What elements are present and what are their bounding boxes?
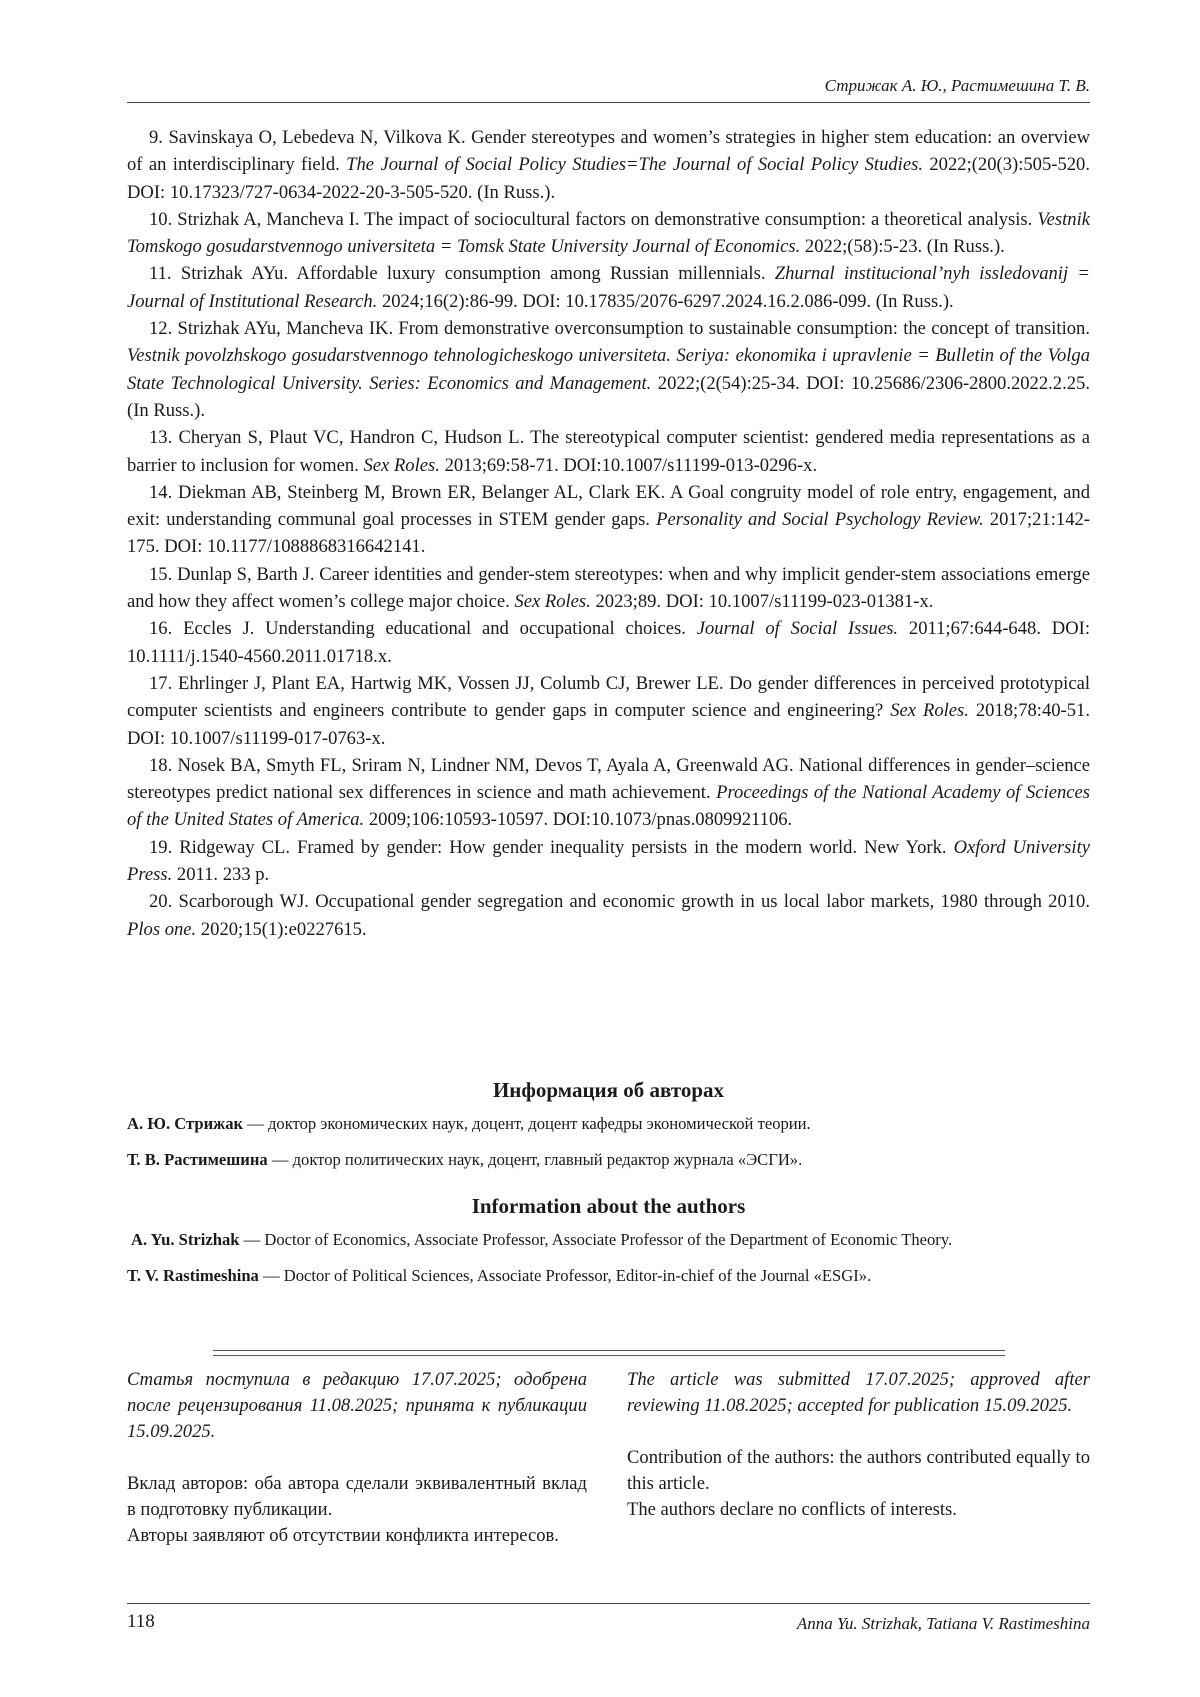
reference-text: Nosek BA, Smyth FL, Sriram N, Lindner NM, Devos T, Ayala A, Greenwald AG. National differences in gender–science stereotypes predict national sex differences in science and math achievement.: [127, 754, 1090, 804]
reference-source: Sex Roles.: [363, 454, 440, 476]
authors-en-title: Information about the authors: [471, 1194, 746, 1218]
authors-ru-title: Информация об авторах: [492, 1078, 725, 1102]
author-2-ru: [127, 1147, 1090, 1173]
author-2-en-desc: — Doctor of Political Sciences, Associate Professor, Editor-in-chief of the Journal «ESGI».: [258, 1266, 872, 1285]
reference-details: 2018;78:40-51. DOI: 10.1007/s11199-017-0763-x.: [127, 700, 1090, 749]
reference-number: 19.: [149, 836, 173, 858]
reference-number: 10.: [149, 208, 173, 230]
reference-details: 2022;(20(3):505-520. DOI: 10.17323/727-0634-2022-20-3-505-520. (In Russ.).: [127, 154, 1090, 203]
authors-info-en: [127, 1193, 1090, 1289]
reference-list: [127, 124, 1090, 943]
reference-item: [127, 424, 1090, 479]
footer-authors: Anna Yu. Strizhak, Tatiana V. Rastimeshina: [796, 1614, 1090, 1633]
reference-text: Diekman AB, Steinberg M, Brown ER, Belanger AL, Clark EK. A Goal congruity model of role entry, engagement, and exit: understanding communal goal processes in STEM gender gaps.: [127, 481, 1090, 531]
reference-item: [127, 206, 1090, 261]
reference-item: [127, 260, 1090, 315]
reference-text: Cheryan S, Plaut VC, Handron C, Hudson L. The stereotypical computer scientist: gendered media representations as a barrier to inclusion for women.: [127, 427, 1090, 476]
author-2-en: [127, 1263, 1090, 1289]
reference-number: 15.: [149, 563, 173, 585]
reference-details: 2011. 233 p.: [172, 864, 270, 886]
header-rule: [127, 102, 1090, 103]
reference-number: 11.: [149, 263, 172, 285]
reference-details: 2023;89. DOI: 10.1007/s11199-023-01381-x.: [590, 591, 934, 613]
reference-item: [127, 124, 1090, 206]
reference-source: Vestnik Tomskogo gosudarstvennogo universiteta = Tomsk State University Journal of Economics.: [127, 208, 1090, 258]
reference-text: Savinskaya O, Lebedeva N, Vilkova K. Gender stereotypes and women’s strategies in higher stem education: an overview of an interdisciplinary field.: [127, 127, 1090, 176]
reference-details: 2022;(58):5-23. (In Russ.).: [800, 236, 1005, 258]
reference-text: Scarborough WJ. Occupational gender segregation and economic growth in us local labor markets, 1980 through 2010.: [178, 891, 1090, 913]
article-meta-ru: [127, 1367, 587, 1549]
reference-details: 2017;21:142-175. DOI: 10.1177/1088868316642141.: [127, 509, 1090, 558]
reference-item: [127, 315, 1090, 424]
author-2-en-name: T. V. Rastimeshina: [127, 1266, 259, 1285]
reference-details: 2020;15(1):e0227615.: [196, 918, 367, 940]
contribution-en: Contribution of the authors: the authors contributed equally to this article.: [627, 1447, 1090, 1494]
author-1-en-desc: — Doctor of Economics, Associate Professor, Associate Professor of the Department of Economic Theory.: [239, 1230, 953, 1249]
conflict-en: The authors declare no conflicts of interests.: [627, 1499, 957, 1520]
reference-number: 13.: [149, 427, 173, 449]
reference-source: Oxford University Press.: [127, 836, 1091, 886]
dates-en: The article was submitted 17.07.2025; approved after reviewing 11.08.2025; accepted for publication 15.09.2025.: [627, 1369, 1090, 1416]
author-1-ru-name: А. Ю. Стрижак: [127, 1114, 244, 1133]
reference-number: 9.: [149, 127, 163, 148]
conflict-ru: Авторы заявляют об отсутствии конфликта интересов.: [127, 1525, 559, 1546]
reference-number: 14.: [149, 481, 173, 503]
author-1-en: [127, 1227, 1090, 1253]
author-2-ru-desc: — доктор политических наук, доцент, главный редактор журнала «ЭСГИ».: [267, 1150, 803, 1169]
reference-source: Zhurnal institucional’nyh issledovanij = Journal of Institutional Research.: [127, 263, 1090, 312]
author-1-ru: [127, 1111, 1090, 1137]
reference-text: Strizhak AYu. Affordable luxury consumption among Russian millennials.: [180, 263, 775, 285]
reference-text: Ridgeway CL. Framed by gender: How gender inequality persists in the modern world. New York.: [179, 836, 954, 858]
reference-source: Sex Roles.: [514, 591, 591, 613]
reference-item: [127, 479, 1090, 561]
reference-source: Vestnik povolzhskogo gosudarstvennogo tehnologicheskogo universiteta. Seriya: ekonomika i upravlenie = Bulletin of the Volga State Technological University. Series: Economics and Management.: [127, 345, 1090, 394]
reference-text: Eccles J. Understanding educational and occupational choices.: [183, 618, 697, 640]
reference-source: Journal of Social Issues.: [696, 618, 899, 640]
reference-item: [127, 752, 1090, 834]
reference-source: Plos one.: [127, 918, 197, 940]
reference-source: The Journal of Social Policy Studies=The Journal of Social Policy Studies.: [346, 154, 923, 176]
reference-details: 2022;(2(54):25-34. DOI: 10.25686/2306-2800.2022.2.25. (In Russ.).: [127, 372, 1090, 421]
reference-details: 2011;67:644-648. DOI: 10.1111/j.1540-4560.2011.01718.x.: [127, 618, 1091, 667]
reference-number: 16.: [149, 618, 173, 640]
reference-details: 2013;69:58-71. DOI:10.1007/s11199-013-0296-x.: [439, 454, 818, 476]
author-1-ru-desc: — доктор экономических наук, доцент, доцент кафедры экономической теории.: [243, 1114, 811, 1133]
dates-ru: Статья поступила в редакцию 17.07.2025; одобрена после рецензирования 11.08.2025; принята к публикации 15.09.2025.: [127, 1369, 587, 1442]
reference-source: Sex Roles.: [890, 700, 969, 722]
reference-number: 20.: [149, 891, 173, 913]
reference-source: Proceedings of the National Academy of Sciences of the United States of America.: [127, 782, 1090, 831]
footer-rule: [127, 1603, 1090, 1604]
author-2-ru-name: Т. В. Растимешина: [127, 1150, 268, 1169]
page-number: 118: [127, 1611, 155, 1632]
reference-text: Ehrlinger J, Plant EA, Hartwig MK, Vossen JJ, Columb CJ, Brewer LE. Do gender differences in perceived prototypical computer scientists and engineers contribute to gender gaps in computer science and engineering?: [127, 672, 1090, 722]
reference-text: Dunlap S, Barth J. Career identities and gender-stem stereotypes: when and why implicit gender-stem associations emerge and how they affect women’s college major choice.: [127, 563, 1090, 613]
double-rule-divider: [213, 1350, 1005, 1356]
reference-number: 12.: [149, 318, 173, 340]
reference-item: [127, 834, 1090, 889]
reference-item: [127, 561, 1090, 616]
article-meta-en: [627, 1367, 1090, 1523]
authors-info-ru: [127, 1077, 1090, 1173]
reference-item: [127, 888, 1090, 943]
running-head: Стрижак А. Ю., Растимешина Т. В.: [824, 76, 1090, 95]
contribution-ru: Вклад авторов: оба автора сделали эквивалентный вклад в подготовку публикации.: [127, 1473, 587, 1520]
reference-text: Strizhak AYu, Mancheva IK. From demonstrative overconsumption to sustainable consumption: the concept of transition.: [177, 318, 1090, 340]
reference-source: Personality and Social Psychology Review.: [656, 509, 984, 531]
reference-text: Strizhak A, Mancheva I. The impact of sociocultural factors on demonstrative consumption: a theoretical analysis.: [177, 208, 1038, 230]
reference-details: 2024;16(2):86-99. DOI: 10.17835/2076-6297.2024.16.2.086-099. (In Russ.).: [377, 290, 954, 312]
reference-item: [127, 615, 1090, 670]
author-1-en-name: A. Yu. Strizhak: [131, 1230, 240, 1249]
reference-details: 2009;106:10593-10597. DOI:10.1073/pnas.0809921106.: [364, 809, 793, 831]
reference-number: 18.: [149, 754, 173, 776]
reference-number: 17.: [149, 672, 173, 694]
reference-item: [127, 670, 1090, 752]
